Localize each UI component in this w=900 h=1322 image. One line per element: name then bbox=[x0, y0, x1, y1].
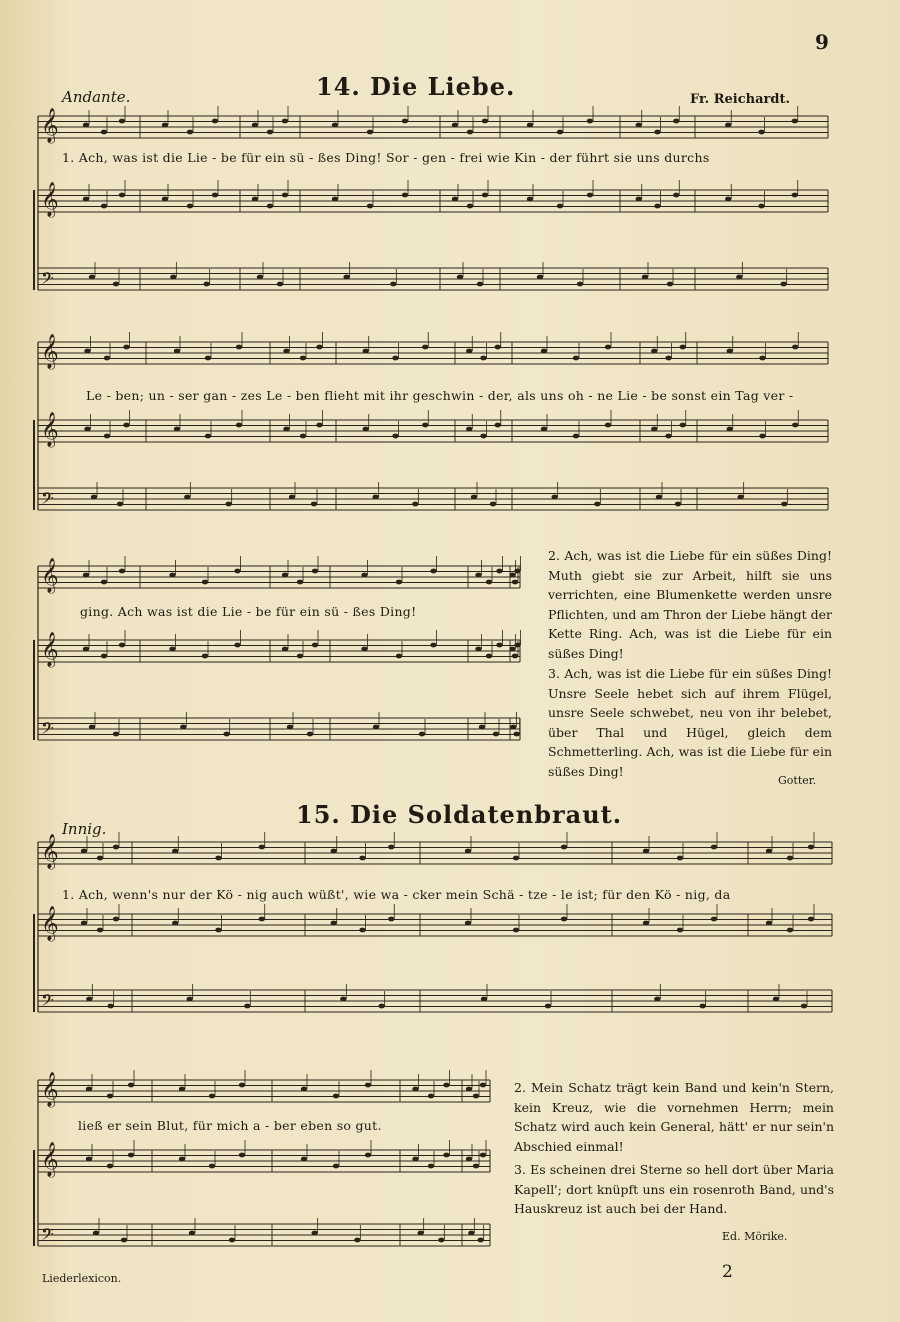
song15-tempo: Innig. bbox=[62, 820, 107, 838]
svg-text:𝄢: 𝄢 bbox=[41, 1224, 54, 1248]
svg-text:𝄢: 𝄢 bbox=[41, 268, 54, 292]
song15-lyrics-line1: 1. Ach, wenn's nur der Kö - nig auch wüßt', wie wa - cker mein Schä - tze - le ist; für den Kö - nig, da bbox=[62, 887, 731, 902]
svg-text:𝄞: 𝄞 bbox=[41, 834, 59, 869]
svg-text:𝄞: 𝄞 bbox=[41, 906, 59, 941]
footer-sheet-number: 2 bbox=[722, 1262, 733, 1282]
song14-lyrics-line3: ging. Ach was ist die Lie - be für ein sü - ßes Ding! bbox=[80, 604, 417, 619]
svg-text:𝄞: 𝄞 bbox=[41, 558, 59, 593]
footer-source: Liederlexicon. bbox=[42, 1272, 122, 1285]
song14-verse-3: 3. Ach, was ist die Liebe für ein süßes Ding! Unsre Seele hebet sich auf ihrem Flügel, unsre Seele schwebet, neu von ihr belebet, über Thal und Hügel, gleich dem Schmetterling. Ach, was ist die Liebe für ein süßes Ding! bbox=[548, 666, 832, 779]
song15-author: Ed. Mörike. bbox=[722, 1230, 788, 1243]
svg-text:𝄞: 𝄞 bbox=[41, 182, 59, 217]
svg-text:𝄞: 𝄞 bbox=[41, 334, 59, 369]
song14-composer: Fr. Reichardt. bbox=[690, 92, 790, 107]
song15-lyrics-line2: ließ er sein Blut, für mich a - ber eben so gut. bbox=[78, 1118, 382, 1133]
svg-text:𝄞: 𝄞 bbox=[41, 412, 59, 447]
svg-text:𝄞: 𝄞 bbox=[41, 632, 59, 667]
song14-lyrics-line1: 1. Ach, was ist die Lie - be für ein sü - ßes Ding! Sor - gen - frei wie Kin - der führt sie uns durchs bbox=[62, 150, 710, 165]
svg-text:𝄢: 𝄢 bbox=[41, 990, 54, 1014]
svg-text:𝄞: 𝄞 bbox=[41, 108, 59, 143]
song15-verse-2: 2. Mein Schatz trägt kein Band und kein'n Stern, kein Kreuz, wie die vornehmen Herrn; mein Schatz wird auch kein General, hätt' er nur sein'n Abschied einmal! bbox=[514, 1080, 834, 1154]
page-number: 9 bbox=[815, 30, 829, 54]
song14-lyrics-line2: Le - ben; un - ser gan - zes Le - ben flieht mit ihr geschwin - der, als uns oh - ne Lie - be sonst ein Tag ver - bbox=[86, 388, 794, 403]
svg-text:𝄢: 𝄢 bbox=[41, 488, 54, 512]
song15-title: 15. Die Soldatenbraut. bbox=[296, 800, 623, 829]
svg-text:𝄞: 𝄞 bbox=[41, 1072, 59, 1107]
song14-author: Gotter. bbox=[778, 774, 817, 787]
song14-tempo: Andante. bbox=[62, 88, 131, 106]
song14-title: 14. Die Liebe. bbox=[316, 72, 516, 101]
svg-text:𝄢: 𝄢 bbox=[41, 718, 54, 742]
song14-verse-2: 2. Ach, was ist die Liebe für ein süßes Ding! Muth giebt sie zur Arbeit, hilft sie uns verrichten, eine Blumenkette werden unsre Pflichten, und am Thron der Liebe hängt der Kette Ring. Ach, was ist die Liebe für ein süßes Ding! bbox=[548, 548, 832, 661]
song15-verse-3: 3. Es scheinen drei Sterne so hell dort über Maria Kapell'; dort knüpft uns ein rosenroth Band, und's Hauskreuz ist auch bei der Hand. bbox=[514, 1162, 834, 1217]
svg-text:𝄞: 𝄞 bbox=[41, 1142, 59, 1177]
